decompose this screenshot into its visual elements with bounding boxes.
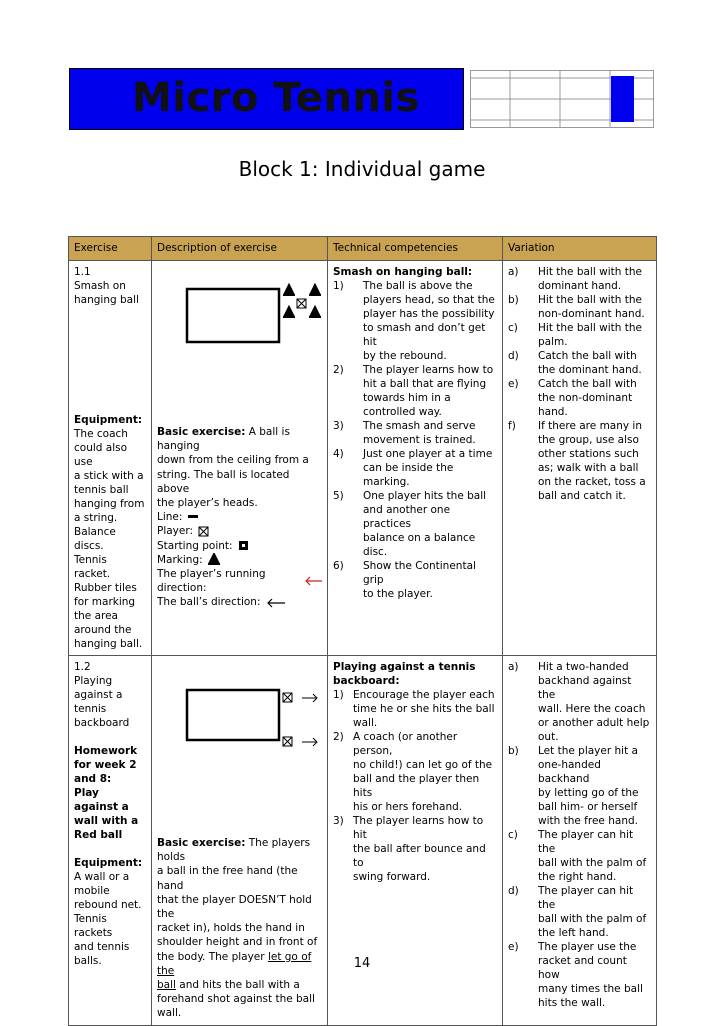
item-letter: b) — [508, 294, 519, 306]
item-letter: a) — [508, 266, 519, 278]
column-header: Variation — [503, 237, 657, 261]
text-line: forehand shot against the ball — [157, 993, 315, 1006]
legend-marking — [157, 553, 322, 567]
underlined-text: ball — [157, 979, 176, 992]
text-line: no child!) can let go of the — [353, 759, 493, 771]
page-number: 14 — [353, 956, 371, 971]
list-item — [333, 419, 497, 447]
legend-label: The player’s running direction: — [157, 568, 266, 595]
legend-label: Marking: — [157, 553, 203, 566]
text-line: and tennis — [74, 941, 130, 953]
item-text — [538, 660, 651, 744]
text-line: non-dominant hand. — [538, 308, 645, 320]
text-line: Play against a — [74, 787, 129, 813]
text-line: The player learns how to hit — [353, 815, 484, 841]
variation-cell — [503, 261, 657, 656]
item-text — [538, 377, 637, 419]
item-letter: d) — [508, 350, 519, 362]
homework-note — [74, 744, 146, 842]
marking-icon — [283, 307, 295, 317]
text-line: Hit the ball with the — [538, 322, 642, 334]
column-header: Description of exercise — [152, 237, 328, 261]
text-line: The ball is above the — [363, 280, 473, 292]
underlined-text: let go of the — [157, 950, 312, 977]
text-line: swing forward. — [353, 871, 431, 883]
text-line: string. The ball is located above — [157, 468, 290, 495]
text-line: to the player. — [363, 588, 433, 600]
item-number: 4) — [333, 448, 344, 460]
text-line: a stick with a — [74, 470, 144, 482]
text-line: that the player DOESN’T hold the — [157, 893, 312, 921]
item-text — [363, 419, 476, 447]
item-text — [363, 363, 493, 419]
text-line: with the free hand. — [538, 815, 638, 827]
text-line — [157, 978, 322, 992]
text-line: shoulder height and in front of — [157, 936, 318, 949]
text-line: racket and count how — [538, 955, 627, 981]
text-line: Balance discs. — [74, 526, 116, 552]
text-line: one-handed backhand — [538, 759, 601, 785]
equipment-label: Equipment: — [74, 414, 143, 426]
item-number: 6) — [333, 560, 344, 572]
text-line: tennis ball — [74, 484, 129, 496]
list-item — [333, 447, 497, 489]
text-line: ball and the player then hits — [353, 773, 480, 799]
list-item — [508, 828, 651, 884]
competencies-cell — [328, 261, 503, 656]
text-line: The player can hit the — [538, 829, 634, 855]
text-line: wall. — [157, 1007, 182, 1020]
text-line: The player can hit the — [538, 885, 634, 911]
legend-label: Line: — [157, 511, 183, 524]
item-letter: a) — [508, 661, 519, 673]
list-item — [333, 363, 497, 419]
text-line: down from the ceiling from a — [157, 454, 309, 467]
equipment-list — [74, 427, 146, 651]
legend-player — [157, 524, 322, 538]
marking-icon — [309, 307, 321, 317]
text-line: on the racket, toss a — [538, 476, 646, 488]
text-line: players head, so that the — [363, 294, 495, 306]
text-line: the ball after bounce and to — [353, 843, 486, 869]
list-item — [333, 279, 497, 363]
text-line: A ball is hanging — [157, 426, 290, 453]
list-item — [333, 730, 497, 814]
item-text — [538, 828, 651, 884]
text-line: racket in), holds the hand in — [157, 922, 305, 935]
text-line: One player hits the ball — [363, 490, 487, 502]
item-text — [363, 489, 497, 559]
legend-running-direction — [157, 567, 322, 595]
text-line: or another adult help — [538, 717, 650, 729]
basic-exercise-label: Basic exercise: — [157, 426, 246, 438]
exercise-number: 1.1 — [74, 266, 91, 278]
list-item — [508, 321, 651, 349]
text-line: Let the player hit a — [538, 745, 638, 757]
item-text — [538, 321, 642, 349]
text-line: The smash and serve — [363, 420, 476, 432]
text-line: out. — [538, 731, 559, 743]
text-line: Rubber tiles — [74, 582, 137, 594]
variation-list — [508, 265, 651, 503]
marking-icon — [207, 553, 221, 567]
text-line: hanging ball — [74, 294, 139, 306]
text-line: by letting go of the — [538, 787, 639, 799]
text-line: Just one player at a time — [363, 448, 493, 460]
text-line: Show the Continental grip — [363, 560, 476, 586]
item-text — [538, 884, 651, 940]
item-text — [538, 265, 642, 293]
hanging-ball-diagram — [157, 265, 323, 425]
exercise-table — [68, 236, 657, 1026]
item-number: 2) — [333, 731, 344, 743]
text-line: towards him in a — [363, 392, 451, 404]
text-line: rebound net. — [74, 899, 142, 911]
item-number: 1) — [333, 280, 344, 292]
basic-exercise-label: Basic exercise: — [157, 837, 246, 849]
exercise-name — [74, 674, 146, 730]
legend — [157, 510, 322, 609]
text-line: can be inside the marking. — [363, 462, 454, 488]
mini-court-grid — [470, 70, 654, 128]
text-line: Hit the ball with the — [538, 266, 642, 278]
item-number: 1) — [333, 689, 344, 701]
item-text — [353, 814, 497, 884]
text-line: backhand against the — [538, 675, 632, 701]
text-line: ball and catch it. — [538, 490, 626, 502]
player-icon — [297, 299, 306, 308]
text-line: the non-dominant — [538, 392, 633, 404]
text-line: Catch the ball with — [538, 378, 637, 390]
item-text — [538, 744, 651, 828]
list-item — [508, 660, 651, 744]
item-text — [363, 447, 497, 489]
item-number: 3) — [333, 815, 344, 827]
item-letter: e) — [508, 378, 519, 390]
table-row — [69, 261, 657, 656]
item-text — [353, 730, 497, 814]
player-icon — [283, 693, 292, 702]
legend-label: The ball’s direction: — [157, 596, 261, 609]
text-line: the area — [74, 610, 118, 622]
text-line: around the — [74, 624, 132, 636]
item-letter: e) — [508, 941, 519, 953]
item-text — [363, 279, 497, 363]
text-line: balance on a balance — [363, 532, 476, 544]
backboard-diagram — [157, 660, 323, 836]
text-line: Tennis rackets — [74, 913, 113, 939]
text-line: for marking — [74, 596, 136, 608]
list-item — [508, 265, 651, 293]
running-arrow-icon — [304, 576, 322, 586]
text-line: Tennis racket. — [74, 554, 111, 580]
text-line: dominant hand. — [538, 280, 622, 292]
list-item — [508, 744, 651, 828]
exercise-name — [74, 279, 146, 307]
text-span: and hits the ball with a — [175, 979, 300, 992]
text-line: the player’s heads. — [157, 497, 258, 510]
text-line: hanging from — [74, 498, 145, 510]
competencies-title: Smash on hanging ball: — [333, 266, 473, 278]
text-line: movement is trained. — [363, 434, 476, 446]
text-line: The players holds — [157, 837, 311, 864]
text-line: ball with the palm of — [538, 913, 647, 925]
legend-label: Starting point: — [157, 539, 233, 552]
starting-point-icon — [237, 540, 251, 552]
competencies-title: Playing against a tennis backboard: — [333, 661, 476, 687]
text-line: backboard — [74, 717, 130, 729]
text-line: a ball in the free hand (the hand — [157, 865, 298, 892]
text-line: as; walk with a ball — [538, 462, 639, 474]
page-title: Micro Tennis — [132, 75, 420, 121]
text-line: Hit the ball with the — [538, 294, 642, 306]
item-number: 2) — [333, 364, 344, 376]
item-text — [363, 559, 497, 601]
text-line: his or hers forehand. — [353, 801, 463, 813]
text-line: to smash and don’t get hit — [363, 322, 486, 348]
text-line: hanging ball. — [74, 638, 143, 650]
text-line: time he or she hits the ball — [353, 703, 495, 715]
list-item — [508, 419, 651, 503]
text-line: disc. — [363, 546, 388, 558]
column-header: Technical competencies — [328, 237, 503, 261]
description-text — [157, 425, 322, 510]
text-line: balls. — [74, 955, 102, 967]
equipment-list — [74, 870, 146, 968]
text-line: ball with the palm of — [538, 857, 647, 869]
page-subtitle: Block 1: Individual game — [238, 157, 486, 181]
item-text — [353, 688, 495, 730]
text-line: against a — [74, 689, 123, 701]
legend-line — [157, 510, 322, 524]
player-icon — [197, 526, 211, 538]
text-line: the left hand. — [538, 927, 609, 939]
item-text — [538, 349, 642, 377]
text-line: wall. Here the coach — [538, 703, 646, 715]
text-line: the group, use also — [538, 434, 639, 446]
text-line: other stations such — [538, 448, 639, 460]
text-line: the dominant hand. — [538, 364, 642, 376]
text-line: controlled way. — [363, 406, 442, 418]
marking-icon — [283, 285, 295, 295]
list-item — [333, 559, 497, 601]
text-span: the body. The player — [157, 950, 268, 963]
text-line: wall with a — [74, 815, 139, 827]
text-line: the right hand. — [538, 871, 617, 883]
list-item — [508, 940, 651, 1010]
text-line: A coach (or another person, — [353, 731, 458, 757]
ball-arrow-icon — [302, 738, 317, 746]
description-text — [157, 836, 322, 1021]
text-line: ball him- or herself — [538, 801, 638, 813]
ball-arrow-icon — [265, 598, 287, 608]
player-icon — [283, 737, 292, 746]
marking-icon — [309, 285, 321, 295]
competencies-list — [333, 688, 497, 884]
list-item — [508, 293, 651, 321]
equipment-label: Equipment: — [74, 857, 143, 869]
table-header-row — [69, 237, 657, 261]
text-line: The player use the — [538, 941, 637, 953]
item-number: 5) — [333, 490, 344, 502]
text-line: for week 2 — [74, 759, 137, 771]
text-line: hand. — [538, 406, 568, 418]
text-line: Smash on — [74, 280, 126, 292]
text-line: Red ball — [74, 829, 123, 841]
list-item — [508, 349, 651, 377]
text-line: a string. — [74, 512, 118, 524]
text-line: Playing — [74, 675, 113, 687]
item-letter: c) — [508, 829, 518, 841]
text-line: Encourage the player each — [353, 689, 495, 701]
text-line: A wall or a — [74, 871, 130, 883]
item-letter: b) — [508, 745, 519, 757]
text-line: could also use — [74, 442, 128, 468]
item-number: 3) — [333, 420, 344, 432]
ball-arrow-icon — [302, 694, 317, 702]
text-line: hits the wall. — [538, 997, 606, 1009]
text-line: Homework — [74, 745, 138, 757]
list-item — [333, 814, 497, 884]
legend-ball-direction — [157, 595, 322, 609]
text-line: many times the ball — [538, 983, 643, 995]
legend-label: Player: — [157, 525, 194, 538]
exercise-number: 1.2 — [74, 661, 91, 673]
text-line: by the rebound. — [363, 350, 447, 362]
item-text — [538, 419, 646, 503]
competencies-list — [333, 279, 497, 601]
list-item — [508, 377, 651, 419]
title-banner — [69, 68, 464, 130]
text-line: hit a ball that are flying — [363, 378, 487, 390]
list-item — [508, 884, 651, 940]
text-line: palm. — [538, 336, 568, 348]
exercise-cell — [69, 261, 152, 656]
text-line: The player learns how to — [363, 364, 494, 376]
item-letter: c) — [508, 322, 518, 334]
item-text — [538, 293, 645, 321]
text-line: player has the possibility — [363, 308, 495, 320]
text-line: and 8: — [74, 773, 112, 785]
text-line: The coach — [74, 428, 128, 440]
text-line: tennis — [74, 703, 107, 715]
legend-starting-point — [157, 539, 322, 553]
text-line: If there are many in — [538, 420, 643, 432]
item-letter: f) — [508, 420, 516, 432]
item-letter: d) — [508, 885, 519, 897]
list-item — [333, 688, 497, 730]
line-icon — [186, 512, 200, 522]
column-header: Exercise — [69, 237, 152, 261]
list-item — [333, 489, 497, 559]
description-cell — [152, 261, 328, 656]
text-line: Catch the ball with — [538, 350, 637, 362]
item-text — [538, 940, 651, 1010]
text-line: and another one practices — [363, 504, 451, 530]
text-line: Hit a two-handed — [538, 661, 629, 673]
text-line: wall. — [353, 717, 378, 729]
text-line: mobile — [74, 885, 110, 897]
